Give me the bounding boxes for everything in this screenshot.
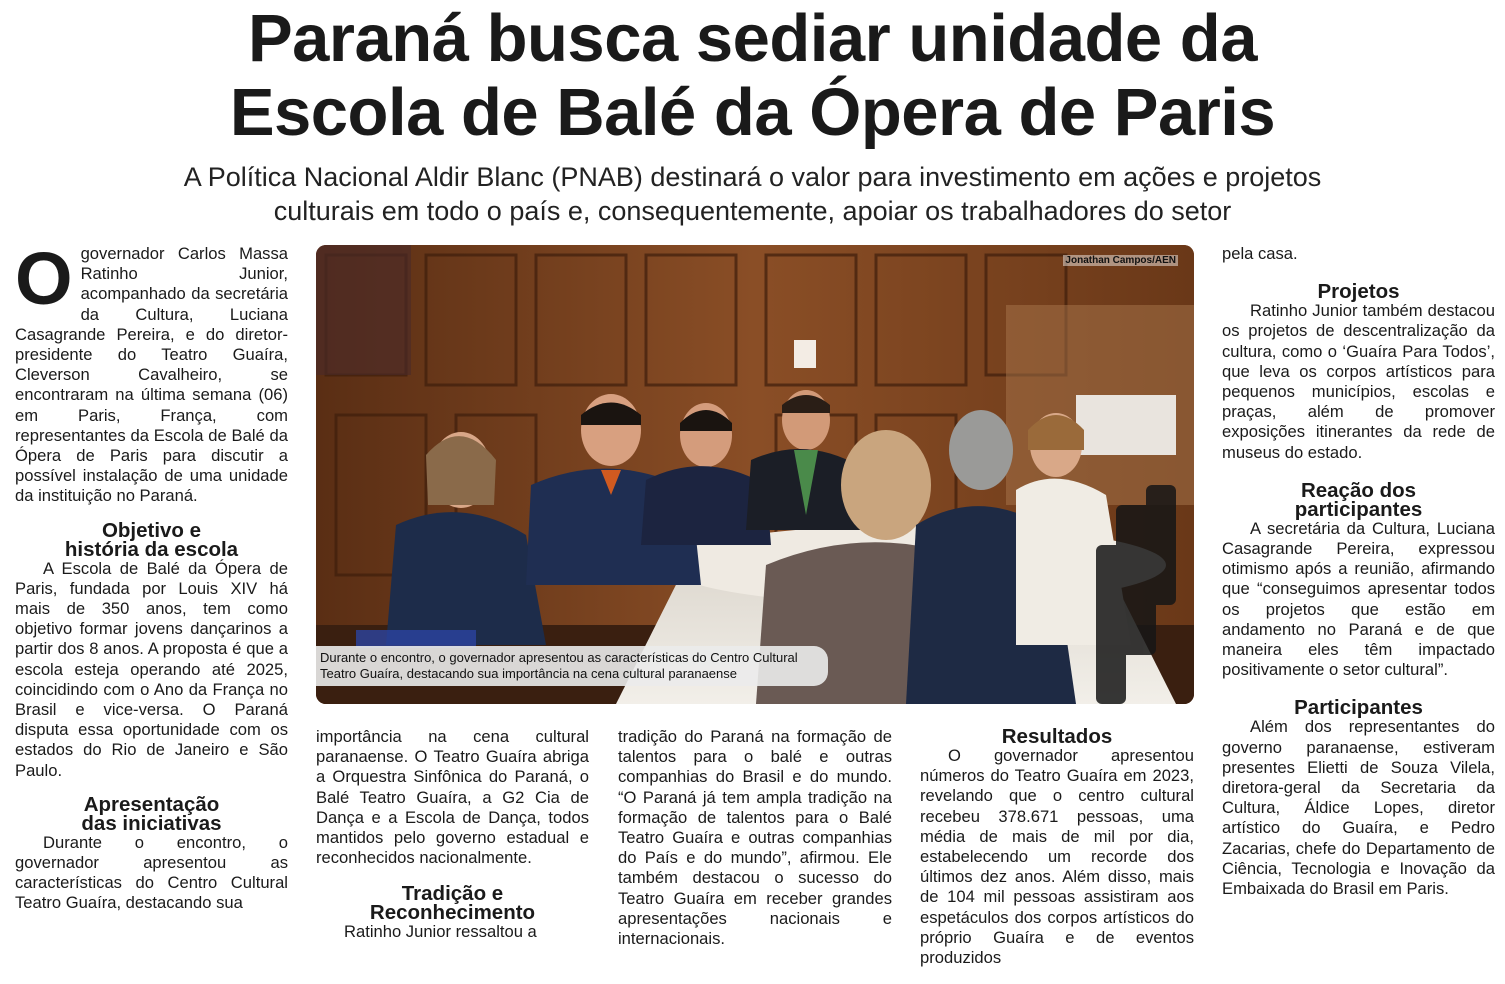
- subtitle-line-1: A Política Nacional Aldir Blanc (PNAB) destinará o valor para investimento em ações e projetos: [183, 162, 1322, 192]
- subtitle: [0, 160, 1505, 228]
- objetivo-body: A Escola de Balé da Ópera de Paris, fundada por Louis XIV há mais de 350 anos, tem como objetivo formar jovens dançarinos a partir dos 8 anos. A proposta é que a escola esteja operando até 2025, coincidindo com o Ano da França no Brasil e vice-versa. O Paraná disputa essa oportunidade com os estados do Rio de Janeiro e São Paulo.: [15, 558, 288, 780]
- photo-caption: Durante o encontro, o governador apresentou as características do Centro Cultural Teatro Guaíra, destacando sua importância na cena cultural paranaense: [316, 646, 828, 686]
- headline-line-2: Escola de Balé da Ópera de Paris: [229, 75, 1276, 150]
- column-5: [1222, 244, 1495, 899]
- drop-cap: O: [15, 237, 73, 320]
- photo-credit: Jonathan Campos/AEN: [1065, 255, 1176, 266]
- column-3: [618, 727, 892, 949]
- headline-line-1: Paraná busca sediar unidade da: [247, 1, 1257, 76]
- heading-reacao: Reação dos participantes: [1294, 478, 1423, 521]
- heading-tradicao: Tradição e Reconhecimento: [369, 882, 536, 925]
- intro-text: governador Carlos Massa Ratinho Junior, acompanhado da secretária da Cultura, Luciana Casagrande Pereira, e do diretor-presidente do Teatro Guaíra, Cleverson Cavalheiro, se encontraram na última semana (06) em Paris, França, com representantes da Escola de Balé da Ópera de Paris para discutir a possível instalação de uma unidade da instituição no Paraná.: [15, 244, 288, 506]
- resultados-body-part2: pela casa.: [1222, 244, 1298, 263]
- meeting-photo-illustration: [316, 245, 1194, 704]
- reacao-body: A secretária da Cultura, Luciana Casagrande Pereira, expressou otimismo após a reunião, afirmando que “conseguimos apresentar todos os projetos que estão em andamento no Paraná e de que maneira eles têm impactado positivamente o setor cultural”.: [1222, 518, 1495, 680]
- intro-paragraph: [15, 237, 288, 507]
- tradicao-body-part1: Ratinho Junior ressaltou a: [344, 922, 537, 942]
- projetos-body: Ratinho Junior também destacou os projetos de descentralização da cultura, como o ‘Guaíra Para Todos’, que leva os corpos artísticos para pequenos municípios, escolas e praças, além de promover exposições itinerantes da rede de museus do estado.: [1222, 301, 1495, 462]
- heading-resultados: Resultados: [1001, 725, 1113, 748]
- participantes-body: Além dos representantes do governo paranaense, estiveram presentes Elietti de Souza Vilela, diretora-geral da Secretaria da Cultura, Áldice Lopes, diretor artístico do Guaíra, e Pedro Zacarias, chefe do Departamento de Ciência, Tecnologia e Inovação da Embaixada do Brasil em Paris.: [1222, 717, 1495, 899]
- heading-objetivo: Objetivo e história da escola: [64, 518, 239, 561]
- subtitle-line-2: culturais em todo o país e, consequentemente, apoiar os trabalhadores do setor: [273, 196, 1232, 226]
- column-2: [316, 727, 589, 943]
- headline: [0, 2, 1505, 150]
- column-4: [920, 727, 1194, 968]
- tradicao-body-part2: tradição do Paraná na formação de talentos para o balé e outras companhias do Brasil e do mundo. “O Paraná já tem ampla tradição na formação de talentos para o Balé Teatro Guaíra e outras companhias do País e do mundo”, afirmou. Ele também destacou o sucesso do Teatro Guaíra em receber grandes apresentações nacionais e internacionais.: [618, 727, 892, 949]
- apresentacao-body-part2: importância na cena cultural paranaense. O Teatro Guaíra abriga a Orquestra Sinfônica do Paraná, o Balé Teatro Guaíra, a G2 Cia de Dança e a Escola de Dança, todos mantidos pelo governo estadual e reconhecidos nacionalmente.: [316, 727, 589, 868]
- news-photo: [316, 245, 1194, 704]
- apresentacao-body-part1: Durante o encontro, o governador apresentou as características do Centro Cultural Teatro Guaíra, destacando sua: [15, 832, 288, 913]
- resultados-body-part1: O governador apresentou números do Teatro Guaíra em 2023, revelando que o centro cultural recebeu 378.671 pessoas, uma média de mais de mil por dia, estabelecendo um recorde dos últimos dez anos. Além disso, mais de 104 mil pessoas assistiram aos espetáculos dos corpos artísticos do próprio Guaíra e de eventos produzidos: [920, 746, 1194, 968]
- column-1: [15, 237, 288, 914]
- heading-projetos: Projetos: [1317, 280, 1400, 304]
- heading-participantes: Participantes: [1294, 696, 1423, 720]
- heading-apresentacao: Apresentação das iniciativas: [81, 792, 222, 835]
